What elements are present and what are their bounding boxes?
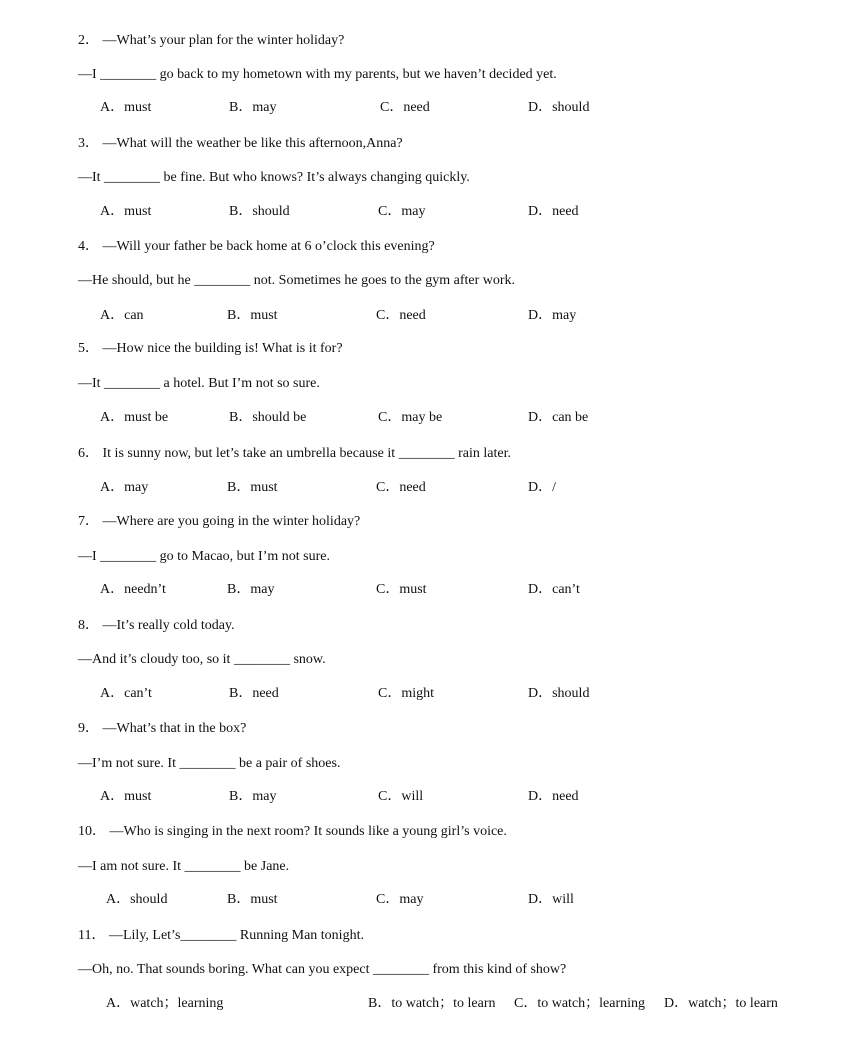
question-9-option-d[interactable]: D．need xyxy=(528,789,579,804)
question-number: 4． xyxy=(78,239,99,254)
question-6-option-a[interactable]: A．may xyxy=(100,480,149,495)
question-text: —How nice the building is! What is it for? xyxy=(102,341,343,356)
question-number: 11． xyxy=(78,928,106,943)
question-11-stem xyxy=(78,926,364,946)
question-4-option-c[interactable]: C．need xyxy=(376,308,426,323)
question-9-line2: —I’m not sure. It ________ be a pair of shoes. xyxy=(78,756,341,771)
question-6-option-c[interactable]: C．need xyxy=(376,480,426,495)
question-7-option-d[interactable]: D．can’t xyxy=(528,582,580,597)
question-11-option-a[interactable]: A．watch；learning xyxy=(106,996,224,1011)
question-2-option-d[interactable]: D．should xyxy=(528,100,590,115)
question-5-stem xyxy=(78,339,343,359)
question-10-stem xyxy=(78,822,507,842)
question-8-option-b[interactable]: B．need xyxy=(229,686,279,701)
question-text: —Where are you going in the winter holiday? xyxy=(102,514,361,529)
question-9-option-a[interactable]: A．must xyxy=(100,789,152,804)
question-5-option-b[interactable]: B．should be xyxy=(229,410,307,425)
question-2-option-a[interactable]: A．must xyxy=(100,100,152,115)
question-4-option-d[interactable]: D．may xyxy=(528,308,577,323)
question-11-option-d[interactable]: D．watch；to learn xyxy=(664,996,778,1011)
question-8-option-c[interactable]: C．might xyxy=(378,686,435,701)
question-8-line2: —And it’s cloudy too, so it ________ snow. xyxy=(78,652,326,667)
question-11-option-b[interactable]: B．to watch；to learn xyxy=(368,996,496,1011)
question-10-option-b[interactable]: B．must xyxy=(227,892,278,907)
question-text: —What’s your plan for the winter holiday? xyxy=(102,33,345,48)
question-6-option-b[interactable]: B．must xyxy=(227,480,278,495)
question-5-option-a[interactable]: A．must be xyxy=(100,410,169,425)
question-8-option-a[interactable]: A．can’t xyxy=(100,686,152,701)
question-10-option-d[interactable]: D．will xyxy=(528,892,574,907)
question-2-option-c[interactable]: C．need xyxy=(380,100,430,115)
question-number: 3． xyxy=(78,136,99,151)
question-text: —What’s that in the box? xyxy=(102,721,247,736)
question-2-stem xyxy=(78,31,344,51)
question-7-option-c[interactable]: C．must xyxy=(376,582,427,597)
question-number: 5． xyxy=(78,341,99,356)
question-10-line2: —I am not sure. It ________ be Jane. xyxy=(78,859,290,874)
question-number: 10． xyxy=(78,824,106,839)
question-4-option-a[interactable]: A．can xyxy=(100,308,144,323)
question-8-option-d[interactable]: D．should xyxy=(528,686,590,701)
question-4-line2: —He should, but he ________ not. Sometimes he goes to the gym after work. xyxy=(78,273,516,288)
question-7-line2: —I ________ go to Macao, but I’m not sure. xyxy=(78,549,330,564)
question-7-stem xyxy=(78,512,360,532)
question-9-option-c[interactable]: C．will xyxy=(378,789,424,804)
question-7-option-b[interactable]: B．may xyxy=(227,582,275,597)
question-2-option-b[interactable]: B．may xyxy=(229,100,277,115)
question-number: 2． xyxy=(78,33,99,48)
question-number: 6． xyxy=(78,446,99,461)
question-2-line2: —I ________ go back to my hometown with my parents, but we haven’t decided yet. xyxy=(78,67,557,82)
question-6-option-d[interactable]: D．/ xyxy=(528,480,556,495)
question-11-line2: —Oh, no. That sounds boring. What can you expect ________ from this kind of show? xyxy=(78,962,567,977)
question-4-stem xyxy=(78,237,435,257)
question-5-line2: —It ________ a hotel. But I’m not so sure. xyxy=(78,376,320,391)
question-7-option-a[interactable]: A．needn’t xyxy=(100,582,166,597)
question-number: 8． xyxy=(78,618,99,633)
question-10-option-a[interactable]: A．should xyxy=(106,892,168,907)
question-3-option-c[interactable]: C．may xyxy=(378,204,426,219)
question-5-option-d[interactable]: D．can be xyxy=(528,410,589,425)
question-text: —What will the weather be like this afternoon,Anna? xyxy=(102,136,403,151)
question-6-stem xyxy=(78,444,511,464)
question-3-option-a[interactable]: A．must xyxy=(100,204,152,219)
question-11-option-c[interactable]: C．to watch；learning xyxy=(514,996,646,1011)
question-4-option-b[interactable]: B．must xyxy=(227,308,278,323)
question-text: —Lily, Let’s________ Running Man tonight. xyxy=(108,928,364,943)
question-3-stem xyxy=(78,134,403,154)
question-number: 7． xyxy=(78,514,99,529)
question-number: 9． xyxy=(78,721,99,736)
question-text: —Will your father be back home at 6 o’clock this evening? xyxy=(102,239,435,254)
question-3-line2: —It ________ be fine. But who knows? It’s always changing quickly. xyxy=(78,170,470,185)
question-text: —Who is singing in the next room? It sounds like a young girl’s voice. xyxy=(109,824,507,839)
question-9-option-b[interactable]: B．may xyxy=(229,789,277,804)
question-10-option-c[interactable]: C．may xyxy=(376,892,424,907)
question-3-option-d[interactable]: D．need xyxy=(528,204,579,219)
question-text: —It’s really cold today. xyxy=(102,618,235,633)
question-5-option-c[interactable]: C．may be xyxy=(378,410,443,425)
question-text: It is sunny now, but let’s take an umbrella because it ________ rain later. xyxy=(102,446,511,461)
question-9-stem xyxy=(78,719,246,739)
question-8-stem xyxy=(78,616,235,636)
question-3-option-b[interactable]: B．should xyxy=(229,204,290,219)
